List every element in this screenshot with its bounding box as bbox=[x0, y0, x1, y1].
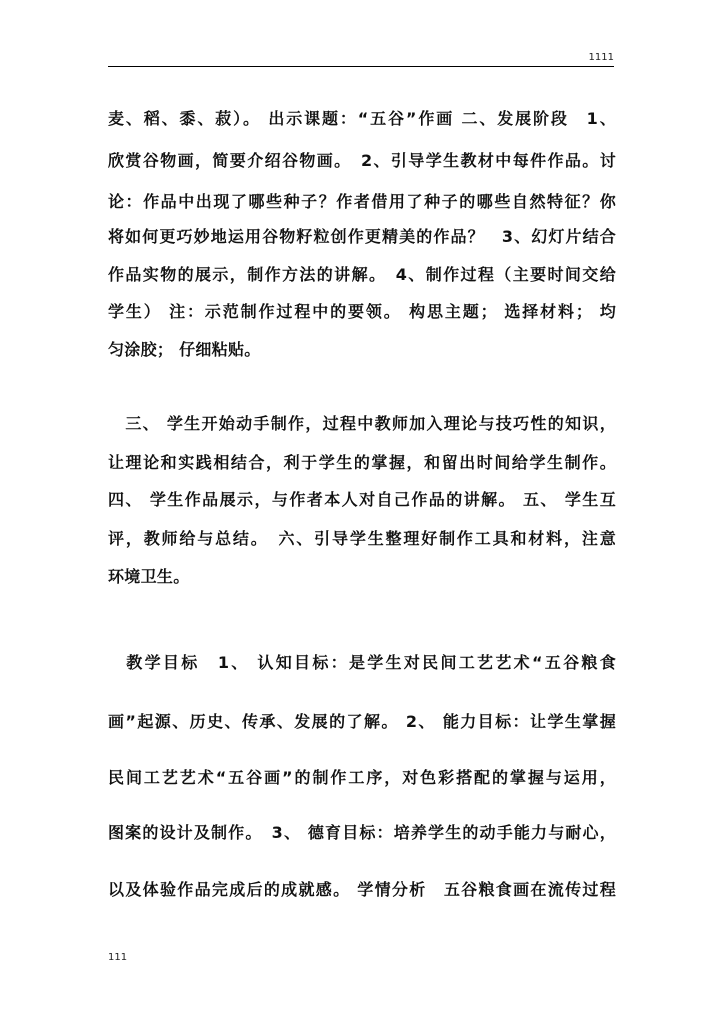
footer-page-number: 111 bbox=[108, 952, 128, 963]
text-line: 作品实物的展示，制作方法的讲解。 4、制作过程（主要时间交给 bbox=[108, 265, 616, 284]
text-line: 将如何更巧妙地运用谷物籽粒创作更精美的作品？ 3、幻灯片结合 bbox=[108, 227, 616, 246]
text-line: 四、 学生作品展示，与作者本人对自己作品的讲解。 五、 学生互 bbox=[108, 490, 616, 509]
header-page-number: 1111 bbox=[588, 52, 614, 63]
text-line: 麦、稻、黍、菽）。 出示课题：“五谷”作画 二、发展阶段 1、 bbox=[108, 109, 616, 128]
text-line: 图案的设计及制作。 3、 德育目标：培养学生的动手能力与耐心， bbox=[108, 823, 616, 842]
text-line: 匀涂胶； 仔细粘贴。 bbox=[108, 340, 261, 359]
text-line: 民间工艺艺术“五谷画”的制作工序，对色彩搭配的掌握与运用， bbox=[108, 768, 616, 787]
text-line: 让理论和实践相结合，利于学生的掌握，和留出时间给学生制作。 bbox=[108, 453, 616, 472]
text-line: 画”起源、历史、传承、发展的了解。 2、 能力目标：让学生掌握 bbox=[108, 712, 616, 731]
text-line: 学生） 注：示范制作过程中的要领。 构思主题； 选择材料； 均 bbox=[108, 302, 616, 321]
header-rule bbox=[108, 66, 614, 67]
text-line: 论：作品中出现了哪些种子？作者借用了种子的哪些自然特征？你 bbox=[108, 192, 616, 211]
text-line: 教学目标 1、 认知目标：是学生对民间工艺艺术“五谷粮食 bbox=[108, 653, 616, 672]
text-line: 评，教师给与总结。 六、引导学生整理好制作工具和材料，注意 bbox=[108, 529, 616, 548]
text-line: 三、 学生开始动手制作，过程中教师加入理论与技巧性的知识， bbox=[108, 414, 616, 433]
text-line: 欣赏谷物画，简要介绍谷物画。 2、引导学生教材中每件作品。讨 bbox=[108, 151, 616, 170]
text-line: 以及体验作品完成后的成就感。 学情分析 五谷粮食画在流传过程 bbox=[108, 880, 616, 899]
text-line: 环境卫生。 bbox=[108, 567, 190, 586]
